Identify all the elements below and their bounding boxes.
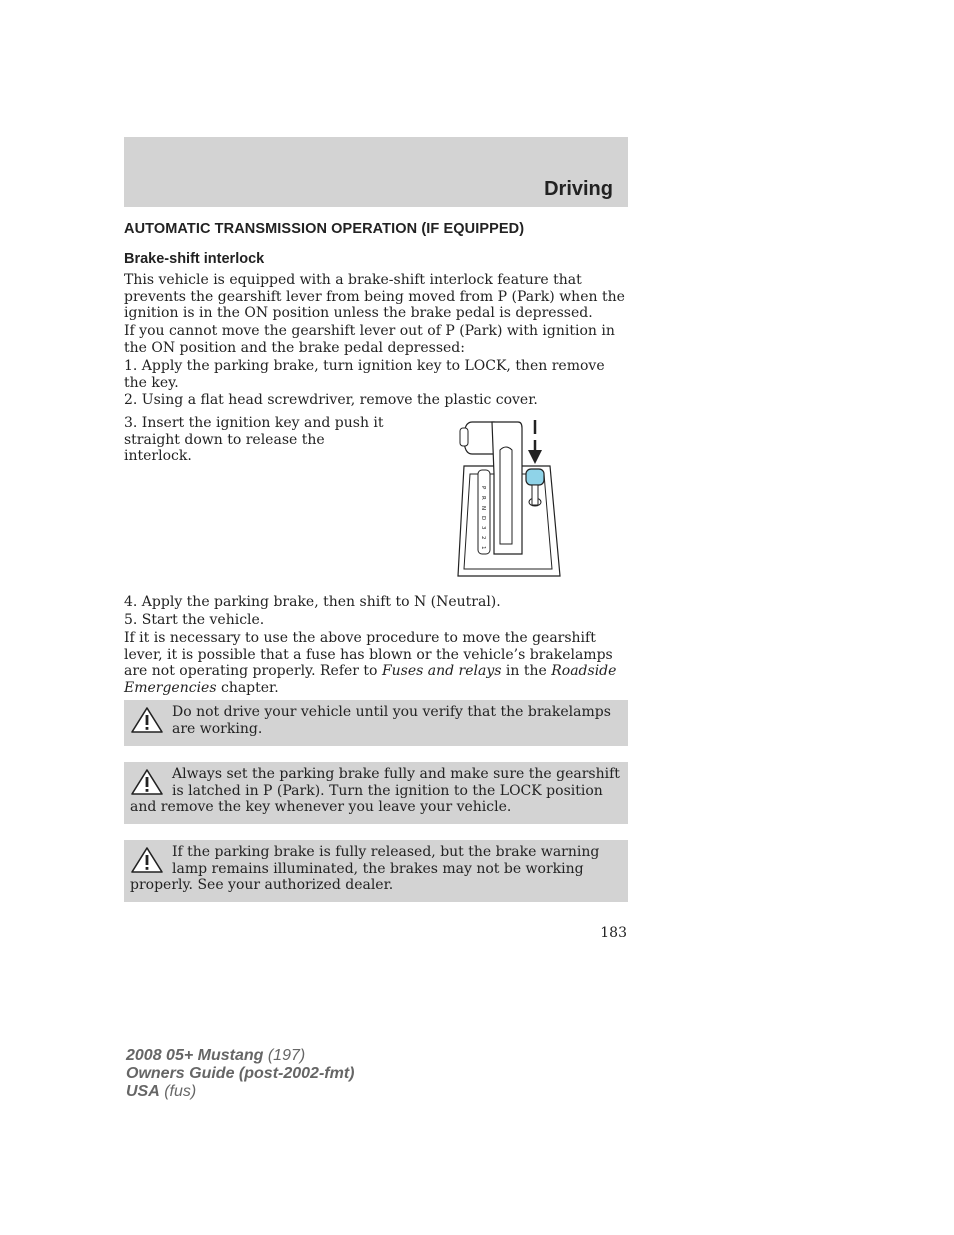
gear-label-r: R — [480, 496, 486, 500]
warning-text-parking: Always set the parking brake fully and make sure the gearshift is latched in P (Park). Turn the ignition to the LOCK position and remove the key whenever you leave your vehicle. — [130, 766, 620, 816]
gear-label-2: 2 — [480, 536, 486, 540]
gearshift-illustration — [450, 414, 566, 580]
document-footer: 2008 05+ Mustang (197) Owners Guide (post-2002-fmt) USA (fus) — [126, 1047, 355, 1100]
page-number: 183 — [600, 925, 627, 941]
step-4: 4. Apply the parking brake, then shift to N (Neutral). — [124, 594, 501, 610]
warning-text-brake-lamp: If the parking brake is fully released, but the brake warning lamp remains illuminated, the brakes may not be working properly. See your authorized dealer. — [130, 844, 600, 894]
warning-triangle-icon — [130, 846, 164, 874]
gear-label-3: 3 — [480, 526, 486, 530]
roadside-reference: Roadside Emergencies — [124, 663, 617, 696]
warning-box-brakelamps — [124, 700, 628, 746]
warning-triangle-icon — [130, 768, 164, 796]
step-1: 1. Apply the parking brake, turn ignition key to LOCK, then remove the key. — [124, 358, 605, 391]
section-heading: AUTOMATIC TRANSMISSION OPERATION (IF EQUIPPED) — [124, 221, 525, 237]
gear-label-d: D — [480, 516, 486, 521]
fuse-paragraph: If it is necessary to use the above procedure to move the gearshift lever, it is possible that a fuse has blown or the vehicle’s brakelamps are not operating properly. Refer to Fuses and relays in the Roadside Emergencies chapter. — [124, 630, 617, 696]
step-5: 5. Start the vehicle. — [124, 612, 265, 628]
warning-box-brake-lamp — [124, 840, 628, 902]
condition-paragraph: If you cannot move the gearshift lever out of P (Park) with ignition in the ON position and the brake pedal depressed: — [124, 323, 615, 356]
fuses-reference: Fuses and relays — [381, 663, 502, 680]
intro-paragraph: This vehicle is equipped with a brake-shift interlock feature that prevents the gearshift lever from being moved from P (Park) when the ignition is in the ON position unless the brake pedal is depressed. — [124, 272, 625, 322]
gear-label-p: P — [480, 486, 486, 490]
step-3: 3. Insert the ignition key and push it straight down to release the interlock. — [124, 415, 384, 465]
step-2: 2. Using a flat head screwdriver, remove the plastic cover. — [124, 392, 538, 408]
gear-label-n: N — [480, 506, 486, 511]
warning-text-brakelamps: Do not drive your vehicle until you verify that the brakelamps are working. — [172, 704, 611, 737]
chapter-header — [124, 137, 628, 207]
gear-label-1: 1 — [480, 546, 486, 550]
warning-triangle-icon — [130, 706, 164, 734]
sub-heading: Brake-shift interlock — [124, 251, 265, 267]
chapter-title: Driving — [544, 178, 613, 200]
warning-box-parking — [124, 762, 628, 824]
